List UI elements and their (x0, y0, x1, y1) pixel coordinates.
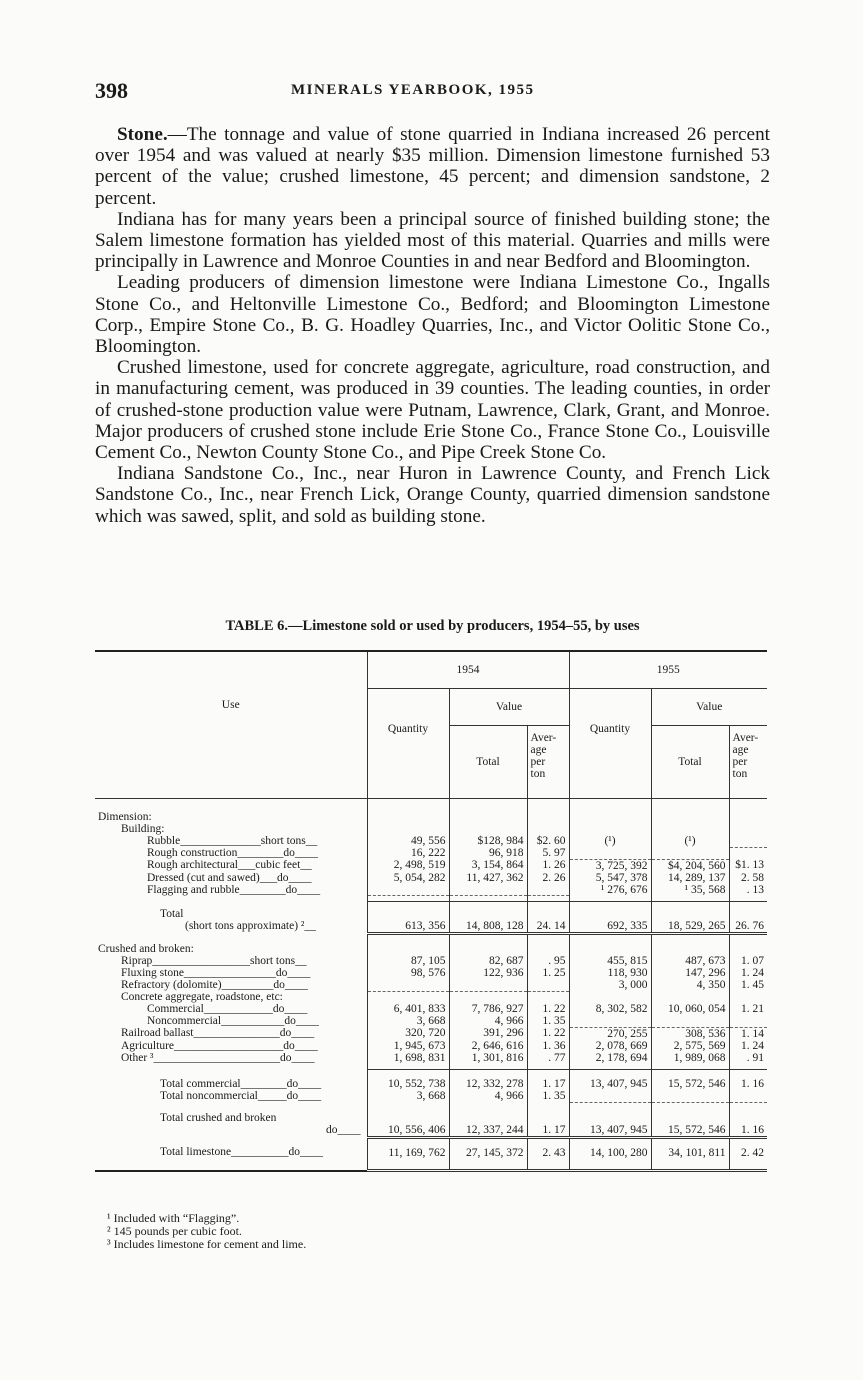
col-header-quantity-1954: Quantity (367, 689, 449, 799)
cell-average-1954: 1. 22 (527, 1003, 569, 1015)
page-header (95, 78, 770, 106)
table-row (95, 1090, 767, 1102)
row-label: Total limestone__________do____ (160, 1145, 324, 1158)
row-label: Total (160, 907, 184, 920)
col-header-total-1954: Total (449, 726, 527, 799)
cell-total-1954: 7, 786, 927 (449, 1003, 527, 1015)
cell-total-1954: 391, 296 (449, 1027, 527, 1040)
cell-total-1954: $128, 984 (449, 835, 527, 847)
cell-quantity-1954: 1, 698, 831 (367, 1052, 449, 1064)
footnote-2: ² 145 pounds per cubic foot. (107, 1224, 242, 1238)
cell-total-1955 (651, 847, 729, 859)
cell-average-1955: 1. 16 (729, 1124, 767, 1138)
cell-quantity-1954: 1, 945, 673 (367, 1040, 449, 1052)
cell-quantity-1955 (569, 1015, 651, 1027)
cell-average-1955: 2. 58 (729, 872, 767, 884)
paragraph-5: Indiana Sandstone Co., Inc., near Huron in Lawrence County, and French Lick Sandstone Co., Inc., near French Lick, Orange County, quarried dimension sandstone which was sawed, split, and sold as building stone. (95, 463, 770, 527)
cell-average-1955: 2. 42 (729, 1138, 767, 1171)
table-row (95, 1040, 767, 1052)
cell-total-1955: 2, 575, 569 (651, 1040, 729, 1052)
running-title: MINERALS YEARBOOK, 1955 (291, 82, 535, 98)
cell-quantity-1954: 16, 222 (367, 847, 449, 859)
footnote-3: ³ Includes limestone for cement and lime. (107, 1237, 307, 1251)
cell-total-1955: 487, 673 (651, 955, 729, 967)
cell-average-1954: 1. 17 (527, 1070, 569, 1091)
table-row (95, 1102, 767, 1124)
cell-total-1954: 12, 332, 278 (449, 1070, 527, 1091)
cell-average-1954: 1. 36 (527, 1040, 569, 1052)
cell-total-1955: 308, 536 (651, 1027, 729, 1040)
cell-quantity-1954: 320, 720 (367, 1027, 449, 1040)
cell-average-1955: 1. 07 (729, 955, 767, 967)
cell-total-1954 (449, 979, 527, 991)
cell-average-1954: 1. 35 (527, 1015, 569, 1027)
row-label: do____ (326, 1124, 361, 1136)
cell-average-1955: . 13 (729, 884, 767, 896)
cell-quantity-1955: 2, 178, 694 (569, 1052, 651, 1064)
cell-total-1955 (651, 1015, 729, 1027)
col-header-average-1955: Aver- age per ton (729, 726, 767, 799)
cell-total-1954: 122, 936 (449, 967, 527, 979)
cell-quantity-1955: 13, 407, 945 (569, 1070, 651, 1091)
cell-total-1955 (651, 1090, 729, 1102)
table-row (95, 920, 767, 934)
paragraph-4: Crushed limestone, used for concrete aggregate, agriculture, road construction, and in manufacturing cement, was produced in 39 counties. The leading counties, in order of crushed-stone production value were Putnam, Lawrence, Clark, Grant, and Monroe. Major producers of crushed stone include Erie Stone Co., France Stone Co., Louisville Cement Co., Newton County Stone Co., and Pipe Creek Stone Co. (95, 357, 770, 464)
row-label: Railroad ballast_______________do____ (121, 1027, 315, 1039)
cell-average-1955: 26. 76 (729, 920, 767, 934)
cell-average-1955 (729, 1015, 767, 1027)
row-label: Fluxing stone________________do____ (121, 967, 311, 979)
cell-average-1954: 1. 22 (527, 1027, 569, 1040)
row-label: Total commercial________do____ (160, 1077, 322, 1090)
col-header-average-1954: Aver- age per ton (527, 726, 569, 799)
paragraph-1 (95, 124, 770, 209)
cell-average-1955: 1. 16 (729, 1070, 767, 1091)
paragraph-3: Leading producers of dimension limestone were Indiana Limestone Co., Ingalls Stone Co., and Heltonville Limestone Co., Bedford; and Bloomington Limestone Corp., Empire Stone Co., B. G. Hoadley Quarries, Inc., and Victor Oolitic Stone Co., Bloomington. (95, 272, 770, 358)
paragraph-run-in-heading: Stone. (117, 124, 168, 145)
cell-total-1954: 1, 301, 816 (449, 1052, 527, 1064)
cell-total-1954: 82, 687 (449, 955, 527, 967)
row-label: Commercial____________do____ (147, 1003, 308, 1015)
cell-total-1954: 96, 918 (449, 847, 527, 859)
row-label: Refractory (dolomite)_________do____ (121, 979, 308, 991)
row-label: Other ³______________________do____ (121, 1051, 315, 1064)
cell-quantity-1955: (¹) (569, 835, 651, 847)
row-label: Riprap_________________short tons__ (121, 955, 307, 967)
cell-quantity-1954: 98, 576 (367, 967, 449, 979)
cell-quantity-1954: 49, 556 (367, 835, 449, 847)
cell-quantity-1955: 8, 302, 582 (569, 1003, 651, 1015)
cell-total-1955: 15, 572, 546 (651, 1124, 729, 1138)
cell-average-1954: 24. 14 (527, 920, 569, 934)
cell-average-1955 (729, 835, 767, 847)
table-row (95, 859, 767, 872)
col-header-value-1954: Value (449, 689, 569, 726)
row-label: Total noncommercial_____do____ (160, 1090, 322, 1102)
cell-total-1954 (449, 884, 527, 896)
cell-quantity-1954: 3, 668 (367, 1015, 449, 1027)
col-header-total-1955: Total (651, 726, 729, 799)
footnote-1: ¹ Included with “Flagging”. (107, 1211, 240, 1225)
row-label: Dressed (cut and sawed)___do____ (147, 871, 312, 884)
col-header-value-1955: Value (651, 689, 767, 726)
body-text (95, 124, 770, 527)
cell-quantity-1955 (569, 1090, 651, 1102)
cell-total-1954: 4, 966 (449, 1090, 527, 1102)
table-row (95, 955, 767, 967)
cell-average-1954: 2. 43 (527, 1138, 569, 1171)
table-row (95, 872, 767, 884)
table-row (95, 1124, 767, 1138)
section-concrete: Concrete aggregate, roadstone, etc: (121, 991, 283, 1003)
cell-average-1955 (729, 847, 767, 859)
col-header-use: Use (95, 651, 367, 799)
cell-quantity-1955: 13, 407, 945 (569, 1124, 651, 1138)
cell-average-1954: . 95 (527, 955, 569, 967)
cell-quantity-1954: 6, 401, 833 (367, 1003, 449, 1015)
cell-quantity-1954: 3, 668 (367, 1090, 449, 1102)
col-header-1954: 1954 (367, 651, 569, 689)
col-header-quantity-1955: Quantity (569, 689, 651, 799)
row-label: Agriculture___________________do____ (121, 1039, 318, 1052)
cell-average-1954: 5. 97 (527, 847, 569, 859)
table-row (95, 847, 767, 859)
cell-quantity-1955: 270, 255 (569, 1027, 651, 1040)
section-crushed: Crushed and broken: (98, 943, 194, 955)
row-label: Rubble______________short tons__ (147, 835, 318, 847)
cell-average-1954: 1. 17 (527, 1124, 569, 1138)
cell-average-1954 (527, 884, 569, 896)
row-label: Rough construction________do____ (147, 847, 318, 859)
table-row (95, 1138, 767, 1171)
cell-quantity-1954 (367, 884, 449, 896)
cell-quantity-1954: 11, 169, 762 (367, 1138, 449, 1171)
cell-quantity-1954: 613, 356 (367, 920, 449, 934)
cell-total-1954: 27, 145, 372 (449, 1138, 527, 1171)
cell-quantity-1954: 5, 054, 282 (367, 872, 449, 884)
cell-total-1955: $4, 204, 560 (651, 859, 729, 872)
cell-total-1954: 3, 154, 864 (449, 859, 527, 872)
cell-quantity-1955: 14, 100, 280 (569, 1138, 651, 1171)
col-header-1955: 1955 (569, 651, 767, 689)
table-row (95, 1015, 767, 1027)
cell-quantity-1955: 455, 815 (569, 955, 651, 967)
row-label: (short tons approximate) ²__ (185, 919, 316, 932)
cell-average-1955: 1. 45 (729, 979, 767, 991)
cell-quantity-1954: 2, 498, 519 (367, 859, 449, 872)
cell-total-1955: 18, 529, 265 (651, 920, 729, 934)
table-row (95, 835, 767, 847)
cell-average-1955: $1. 13 (729, 859, 767, 872)
table-row (95, 1052, 767, 1064)
cell-total-1955: 147, 296 (651, 967, 729, 979)
table-row (95, 1003, 767, 1015)
section-building: Building: (121, 823, 165, 835)
cell-total-1954: 14, 808, 128 (449, 920, 527, 934)
limestone-table (95, 650, 767, 1172)
cell-quantity-1954: 87, 105 (367, 955, 449, 967)
cell-quantity-1955: 118, 930 (569, 967, 651, 979)
cell-average-1954: 2. 26 (527, 872, 569, 884)
table-row (95, 1027, 767, 1040)
cell-quantity-1955: 3, 725, 392 (569, 859, 651, 872)
cell-average-1955 (729, 1090, 767, 1102)
cell-total-1955: 34, 101, 811 (651, 1138, 729, 1171)
cell-total-1955: 10, 060, 054 (651, 1003, 729, 1015)
cell-total-1955: 4, 350 (651, 979, 729, 991)
cell-average-1954: 1. 35 (527, 1090, 569, 1102)
cell-quantity-1955: 692, 335 (569, 920, 651, 934)
cell-average-1955: 1. 24 (729, 1040, 767, 1052)
table-row (95, 884, 767, 896)
table-title: TABLE 6.—Limestone sold or used by producers, 1954–55, by uses (225, 618, 640, 634)
paragraph-2: Indiana has for many years been a principal source of finished building stone; the Salem limestone formation has yielded most of this material. Quarries and mills were principally in Lawrence and Monroe Counties in and near Bedford and Bloomington. (95, 208, 770, 273)
cell-quantity-1955 (569, 847, 651, 859)
cell-average-1955: . 91 (729, 1052, 767, 1064)
table-row (95, 1070, 767, 1091)
cell-total-1955: 15, 572, 546 (651, 1070, 729, 1091)
paragraph-1-text: —The tonnage and value of stone quarried in Indiana increased 26 percent over 1954 and was valued at nearly $35 million. Dimension limestone furnished 53 percent of the value; crushed limestone, 45 percent; and dimension sandstone, 2 percent. (95, 124, 770, 209)
cell-total-1954: 4, 966 (449, 1015, 527, 1027)
row-label: Noncommercial___________do____ (147, 1015, 319, 1027)
cell-total-1955: 1, 989, 068 (651, 1052, 729, 1064)
cell-average-1954: $2. 60 (527, 835, 569, 847)
cell-total-1954: 2, 646, 616 (449, 1040, 527, 1052)
cell-average-1955: 1. 21 (729, 1003, 767, 1015)
row-label: Flagging and rubble________do____ (147, 883, 321, 896)
cell-quantity-1955: 5, 547, 378 (569, 872, 651, 884)
cell-average-1954: 1. 25 (527, 967, 569, 979)
cell-quantity-1954: 10, 552, 738 (367, 1070, 449, 1091)
cell-quantity-1955: 2, 078, 669 (569, 1040, 651, 1052)
row-label: Total crushed and broken (160, 1112, 277, 1124)
cell-average-1954: . 77 (527, 1052, 569, 1064)
cell-average-1954 (527, 979, 569, 991)
row-label: Rough architectural___cubic feet__ (147, 859, 312, 871)
cell-quantity-1955: ¹ 276, 676 (569, 884, 651, 896)
table-row (95, 967, 767, 979)
page-number: 398 (95, 78, 128, 103)
cell-quantity-1954: 10, 556, 406 (367, 1124, 449, 1138)
cell-total-1955: (¹) (651, 835, 729, 847)
cell-total-1954: 12, 337, 244 (449, 1124, 527, 1138)
footnotes (107, 1212, 306, 1251)
table-row (95, 902, 767, 920)
cell-quantity-1955: 3, 000 (569, 979, 651, 991)
cell-total-1955: 14, 289, 137 (651, 872, 729, 884)
cell-average-1955: 1. 24 (729, 967, 767, 979)
cell-average-1954: 1. 26 (527, 859, 569, 872)
cell-quantity-1954 (367, 979, 449, 991)
cell-average-1955: 1. 14 (729, 1027, 767, 1040)
cell-total-1954: 11, 427, 362 (449, 872, 527, 884)
section-dimension: Dimension: (98, 811, 152, 823)
table-row (95, 979, 767, 991)
cell-total-1955: ¹ 35, 568 (651, 884, 729, 896)
